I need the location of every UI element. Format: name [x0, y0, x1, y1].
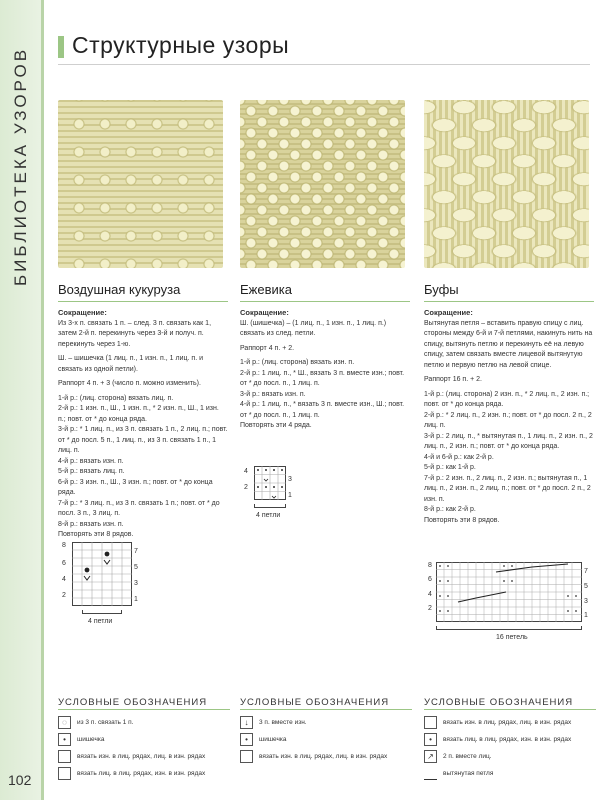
bobble-symbol-icon: •	[240, 733, 253, 746]
stitch-grid	[254, 466, 286, 500]
pattern-name: Буфы	[424, 282, 594, 302]
page-title: Структурные узоры	[72, 32, 290, 58]
chart-row-number: 4	[244, 468, 248, 475]
chart-row-number: 2	[62, 592, 66, 599]
stitch-grid	[436, 562, 582, 622]
rapport-text: Раппорт 16 п. + 2.	[424, 376, 482, 383]
elongated-loop-icon	[424, 767, 437, 780]
repeat-note: Повторять эти 8 рядов.	[424, 516, 500, 524]
legend-row	[58, 733, 230, 746]
row-instruction: 4-й р.: вязать изн. п.	[58, 457, 124, 465]
chart-caption: 4 петли	[88, 618, 113, 625]
bobble-symbol-icon: •	[58, 733, 71, 746]
pattern-name: Ежевика	[240, 282, 410, 302]
legend-box-1	[58, 698, 230, 784]
purl-together-symbol-icon: ↓	[240, 716, 253, 729]
title-divider	[58, 64, 590, 65]
legend-text: шишечка	[77, 736, 105, 743]
chart-row-number: 2	[244, 484, 248, 491]
rapport-text: Раппорт 4 п. + 3 (число п. можно изменить).	[58, 380, 201, 387]
chart-span-brace	[436, 626, 582, 630]
chart-row-number: 7	[134, 548, 138, 555]
abbr-heading: Сокращение:	[424, 308, 473, 317]
chart-caption: 4 петли	[256, 512, 281, 519]
row-instruction: 3-й р.: 2 лиц. п., * вытянутая п., 1 лиц. п., 2 изн. п., 2 лиц. п., 2 изн. п.; повт. от * до конца ряда.	[424, 432, 593, 450]
legend-heading: УСЛОВНЫЕ ОБОЗНАЧЕНИЯ	[58, 698, 230, 710]
row-instruction: 1-й р.: (лиц. сторона) вязать лиц. п.	[58, 394, 174, 402]
legend-row	[424, 767, 596, 780]
chart-row-number: 1	[134, 596, 138, 603]
row-instruction: 7-й р.: 2 изн. п., 2 лиц. п., 2 изн. п.; вытянутая п., 1 лиц. п., 2 изн. п., 2 лиц. п.; повт. от * до посл. 2 п., 2 изн. п.	[424, 474, 591, 503]
swatch-photo-blackberry	[240, 100, 405, 268]
legend-text: вязать изн. в лиц. рядах, лиц. в изн. рядах	[77, 753, 206, 760]
row-instruction: 2-й р.: 1 лиц. п., * Ш., вязать 3 п. вместе изн.; повт. от * до посл. п., 1 лиц. п.	[240, 369, 405, 387]
chart-row-number: 6	[428, 576, 432, 583]
legend-row	[58, 750, 230, 763]
empty-cell-icon	[424, 716, 437, 729]
abbr-heading: Сокращение:	[240, 308, 289, 317]
diagonal-symbol-icon: ↗	[424, 750, 437, 763]
row-instruction: 1-й р.: (лиц. сторона) вязать изн. п.	[240, 359, 355, 366]
legend-row	[424, 733, 596, 746]
chart-row-number: 6	[62, 560, 66, 567]
legend-text: 2 п. вместе лиц.	[443, 753, 492, 760]
chart-row-number: 5	[134, 564, 138, 571]
chart-row-number: 1	[584, 612, 588, 619]
legend-text: вязать изн. в лиц. рядах, лиц. в изн. рядах	[443, 719, 572, 726]
legend-row	[58, 767, 230, 780]
stitch-grid	[72, 542, 132, 606]
chart-row-number: 8	[428, 562, 432, 569]
empty-cell-icon	[240, 750, 253, 763]
page-number: 102	[8, 772, 32, 788]
legend-box-2	[240, 698, 412, 767]
legend-row	[240, 733, 412, 746]
legend-row	[424, 750, 596, 763]
row-instruction: 4-й и 6-й р.: как 2-й р.	[424, 453, 494, 461]
pattern-column-1	[58, 282, 228, 541]
rapport-text: Раппорт 4 п. + 2.	[240, 344, 295, 352]
row-instruction: 8-й р.: как 2-й р.	[424, 506, 476, 513]
legend-text: 3 п. вместе изн.	[259, 719, 307, 726]
legend-text: вязать изн. в лиц. рядах, лиц. в изн. рядах	[259, 753, 388, 760]
chart-row-number: 2	[428, 605, 432, 612]
chart-span-brace	[82, 610, 122, 614]
knot-symbol-icon: ◌	[58, 716, 71, 729]
abbr-text: Ш. (шишечка) – (1 лиц. п., 1 изн. п., 1 лиц. п.) связать из след. петли.	[240, 319, 387, 337]
abbr-text: Из 3-х п. связать 1 п. – след. 3 п. связать как 1, затем 2-й п. перекинуть через 3-й и получ. п. перекинуть через 1-ю.	[58, 319, 212, 348]
repeat-note: Повторять эти 4 ряда.	[240, 422, 312, 429]
pattern-column-2	[240, 282, 410, 432]
chart-span-brace	[254, 504, 286, 508]
chart-row-number: 1	[288, 492, 292, 499]
legend-text: вязать лиц. в лиц. рядах, изн. в изн. рядах	[443, 736, 572, 743]
chart-row-number: 3	[584, 598, 588, 605]
legend-text: вязать лиц. в лиц. рядах, изн. в изн. рядах	[77, 770, 206, 777]
row-instruction: 7-й р.: * 3 лиц. п., из 3 п. связать 1 п.; повт. от * до посл. 3 п., 3 лиц. п.	[58, 499, 220, 517]
pattern-column-3	[424, 282, 594, 526]
row-instruction: 5-й р.: вязать лиц. п.	[58, 468, 125, 475]
legend-heading: УСЛОВНЫЕ ОБОЗНАЧЕНИЯ	[424, 698, 596, 710]
chart-row-number: 8	[62, 542, 66, 549]
legend-text: шишечка	[259, 736, 287, 743]
stitch-chart-blackberry	[240, 462, 310, 528]
row-instruction: 1-й р.: (лиц. сторона) 2 изн. п., * 2 лиц. п., 2 изн. п.; повт. от * до конца ряда.	[424, 390, 590, 408]
row-instruction: 2-й р.: 1 изн. п., Ш., 1 изн. п., * 2 изн. п., Ш., 1 изн. п.; повт. от * до конца ряда.	[58, 405, 219, 423]
empty-cell-icon	[58, 767, 71, 780]
sidebar-title: БИБЛИОТЕКА УЗОРОВ	[11, 46, 30, 286]
chart-row-number: 7	[584, 568, 588, 575]
row-instruction: 5-й р.: как 1-й р.	[424, 464, 476, 471]
legend-row	[240, 750, 412, 763]
pattern-name: Воздушная кукуруза	[58, 282, 228, 302]
legend-heading: УСЛОВНЫЕ ОБОЗНАЧЕНИЯ	[240, 698, 412, 710]
legend-row	[240, 716, 412, 729]
repeat-note: Повторять эти 8 рядов.	[58, 531, 134, 538]
chart-caption: 16 петель	[496, 634, 528, 641]
swatch-photo-puffs	[424, 100, 589, 268]
swatch-photo-popcorn	[58, 100, 223, 268]
legend-text: вытянутая петля	[443, 770, 494, 777]
row-instruction: 8-й р.: вязать изн. п.	[58, 520, 124, 528]
stitch-chart-puffs	[424, 560, 594, 660]
chart-row-number: 5	[584, 583, 588, 590]
dot-cell-icon: •	[424, 733, 437, 746]
abbr-heading: Сокращение:	[58, 308, 107, 317]
chart-row-number: 4	[428, 591, 432, 598]
chart-row-number: 3	[288, 476, 292, 483]
row-instruction: 3-й р.: * 1 лиц. п., из 3 п. связать 1 п., 2 лиц. п.; повт. от * до посл. 5 п., 1 лиц. п., из 3 п. связать 1 п., 1 лиц. п.	[58, 426, 228, 454]
row-instruction: 4-й р.: 1 лиц. п., * вязать 3 п. вместе изн., Ш.; повт. от * до посл. п., 1 лиц. п.	[240, 401, 405, 419]
chart-row-number: 4	[62, 576, 66, 583]
legend-box-3	[424, 698, 596, 784]
empty-cell-icon	[58, 750, 71, 763]
row-instruction: 3-й р.: вязать изн. п.	[240, 390, 306, 398]
legend-row	[424, 716, 596, 729]
stitch-chart-popcorn	[58, 540, 148, 640]
title-accent-bar	[58, 36, 64, 58]
chart-row-number: 3	[134, 580, 138, 587]
abbr-text-2: Ш. – шишечка (1 лиц. п., 1 изн. п., 1 лиц. п. и связать из одной петли).	[58, 355, 203, 373]
row-instruction: 6-й р.: 3 изн. п., Ш., 3 изн. п.; повт. от * до конца ряда.	[58, 478, 213, 496]
legend-row	[58, 716, 230, 729]
abbr-text: Вытянутая петля – вставить правую спицу с лиц. стороны между 6-й и 7-й петлями, накинуть нить на спицу, вытянуть петлю и перекинуть её на левую спицу, затем связать вместе лицевой вытянутую петлю и первую петлю на левой спице.	[424, 319, 593, 369]
row-instruction: 2-й р.: * 2 лиц. п., 2 изн. п.; повт. от * до посл. 2 п., 2 лиц. п.	[424, 411, 592, 429]
legend-text: из 3 п. связать 1 п.	[77, 719, 134, 726]
